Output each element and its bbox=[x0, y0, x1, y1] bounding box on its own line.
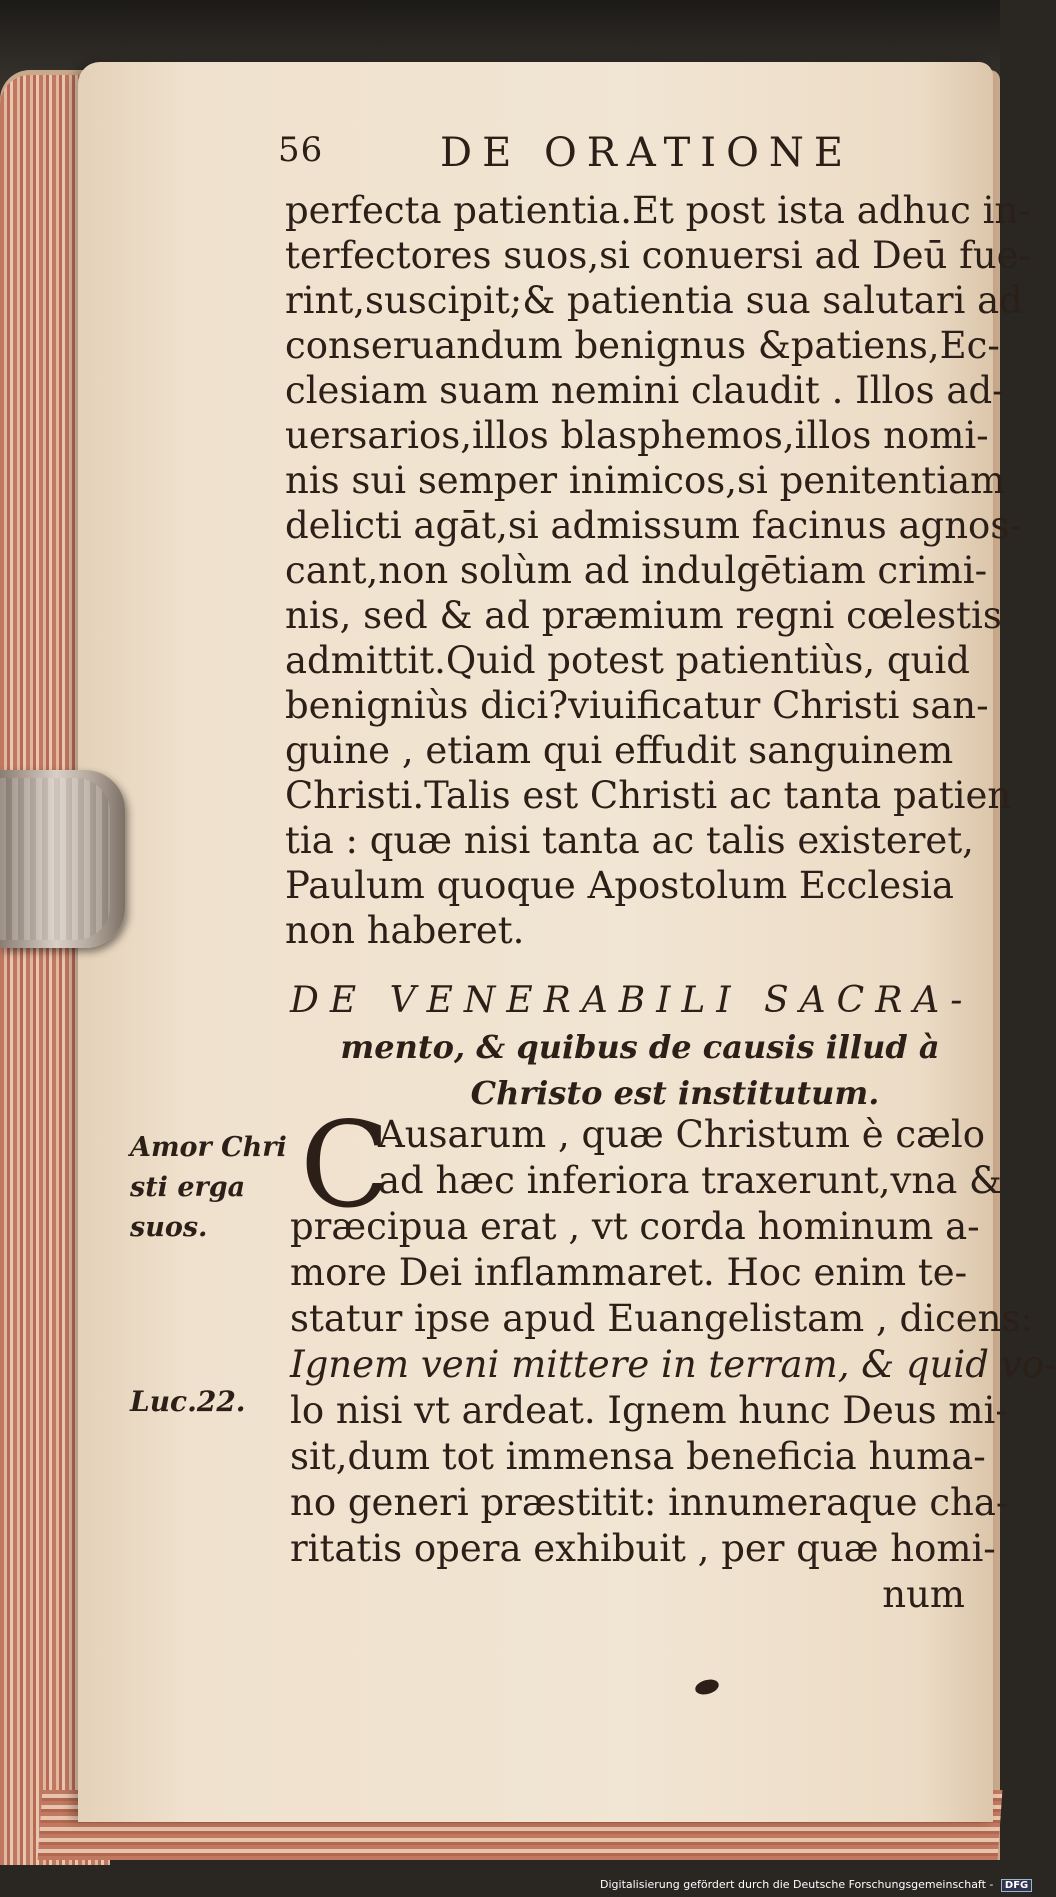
text-line: perfecta patientia.Et post ista adhuc in- bbox=[285, 189, 1031, 232]
text-line: præcipua erat , vt corda hominum a- bbox=[290, 1205, 980, 1248]
digitization-credit bbox=[600, 1878, 1032, 1892]
margin-note bbox=[130, 1128, 287, 1248]
text-line: conseruandum benignus &patiens,Ec- bbox=[285, 324, 1000, 367]
paragraph-2 bbox=[290, 1096, 1056, 1618]
text-line: uersarios,illos blasphemos,illos nomi- bbox=[285, 414, 989, 457]
section-heading bbox=[290, 978, 974, 1116]
text-line: ritatis opera exhibuit , per quæ homi- bbox=[290, 1527, 996, 1570]
text-line: tia : quæ nisi tanta ac talis existeret, bbox=[285, 819, 974, 862]
text-line: Ignem veni mittere in terram, & quid vo- bbox=[290, 1343, 1056, 1386]
catchword: num bbox=[882, 1573, 965, 1616]
text-line: sit,dum tot immensa beneficia huma- bbox=[290, 1435, 986, 1478]
text-line: nis sui semper inimicos,si penitentiam bbox=[285, 459, 1006, 502]
dfg-logo-icon: DFG bbox=[1001, 1879, 1032, 1892]
heading-line-2: mento, & quibus de causis illud à bbox=[340, 1028, 940, 1066]
paragraph-1 bbox=[285, 188, 1032, 953]
page-number: 56 bbox=[278, 130, 324, 170]
text-line: clesiam suam nemini claudit . Illos ad- bbox=[285, 369, 1005, 412]
page-clip bbox=[0, 770, 125, 948]
text-line: admittit.Quid potest patientiùs, quid bbox=[285, 639, 970, 682]
heading-line-3: Christo est institutum. bbox=[470, 1074, 880, 1112]
heading-line-1: DE VENERABILI SACRA- bbox=[290, 980, 974, 1021]
text-line: Christi.Talis est Christi ac tanta patien bbox=[285, 774, 1012, 817]
running-head: DE ORATIONE bbox=[440, 130, 854, 176]
text-line: non haberet. bbox=[285, 909, 525, 952]
text-line: guine , etiam qui effudit sanguinem bbox=[285, 729, 954, 772]
margin-note-line: suos. bbox=[130, 1212, 208, 1243]
text-line: Paulum quoque Apostolum Ecclesia bbox=[285, 864, 954, 907]
text-line: terfectores suos,si conuersi ad Deū fue- bbox=[285, 234, 1032, 277]
text-line: benigniùs dici?viuificatur Christi san- bbox=[285, 684, 989, 727]
margin-note-line: sti erga bbox=[130, 1172, 246, 1203]
drop-cap: C bbox=[300, 1096, 391, 1234]
text-line: no generi præstitit: innumeraque cha- bbox=[290, 1481, 1009, 1524]
margin-reference: Luc.22. bbox=[130, 1385, 246, 1418]
credit-text: Digitalisierung gefördert durch die Deutsche Forschungsgemeinschaft - bbox=[600, 1878, 994, 1891]
text-line: delicti agāt,si admissum facinus agnos- bbox=[285, 504, 1022, 547]
text-line: rint,suscipit;& patientia sua salutari ad bbox=[285, 279, 1023, 322]
margin-note-line: Amor Chri bbox=[130, 1132, 287, 1163]
text-line: ad hæc inferiora traxerunt,vna & bbox=[378, 1159, 1002, 1202]
text-line: lo nisi vt ardeat. Ignem hunc Deus mi- bbox=[290, 1389, 1008, 1432]
text-line: statur ipse apud Euangelistam , dicens: bbox=[290, 1297, 1033, 1340]
text-line: Ausarum , quæ Christum è cælo bbox=[378, 1113, 985, 1156]
text-line: cant,non solùm ad indulgētiam crimi- bbox=[285, 549, 988, 592]
text-line: more Dei inflammaret. Hoc enim te- bbox=[290, 1251, 968, 1294]
text-line: nis, sed & ad præmium regni cœlestis bbox=[285, 594, 1002, 637]
